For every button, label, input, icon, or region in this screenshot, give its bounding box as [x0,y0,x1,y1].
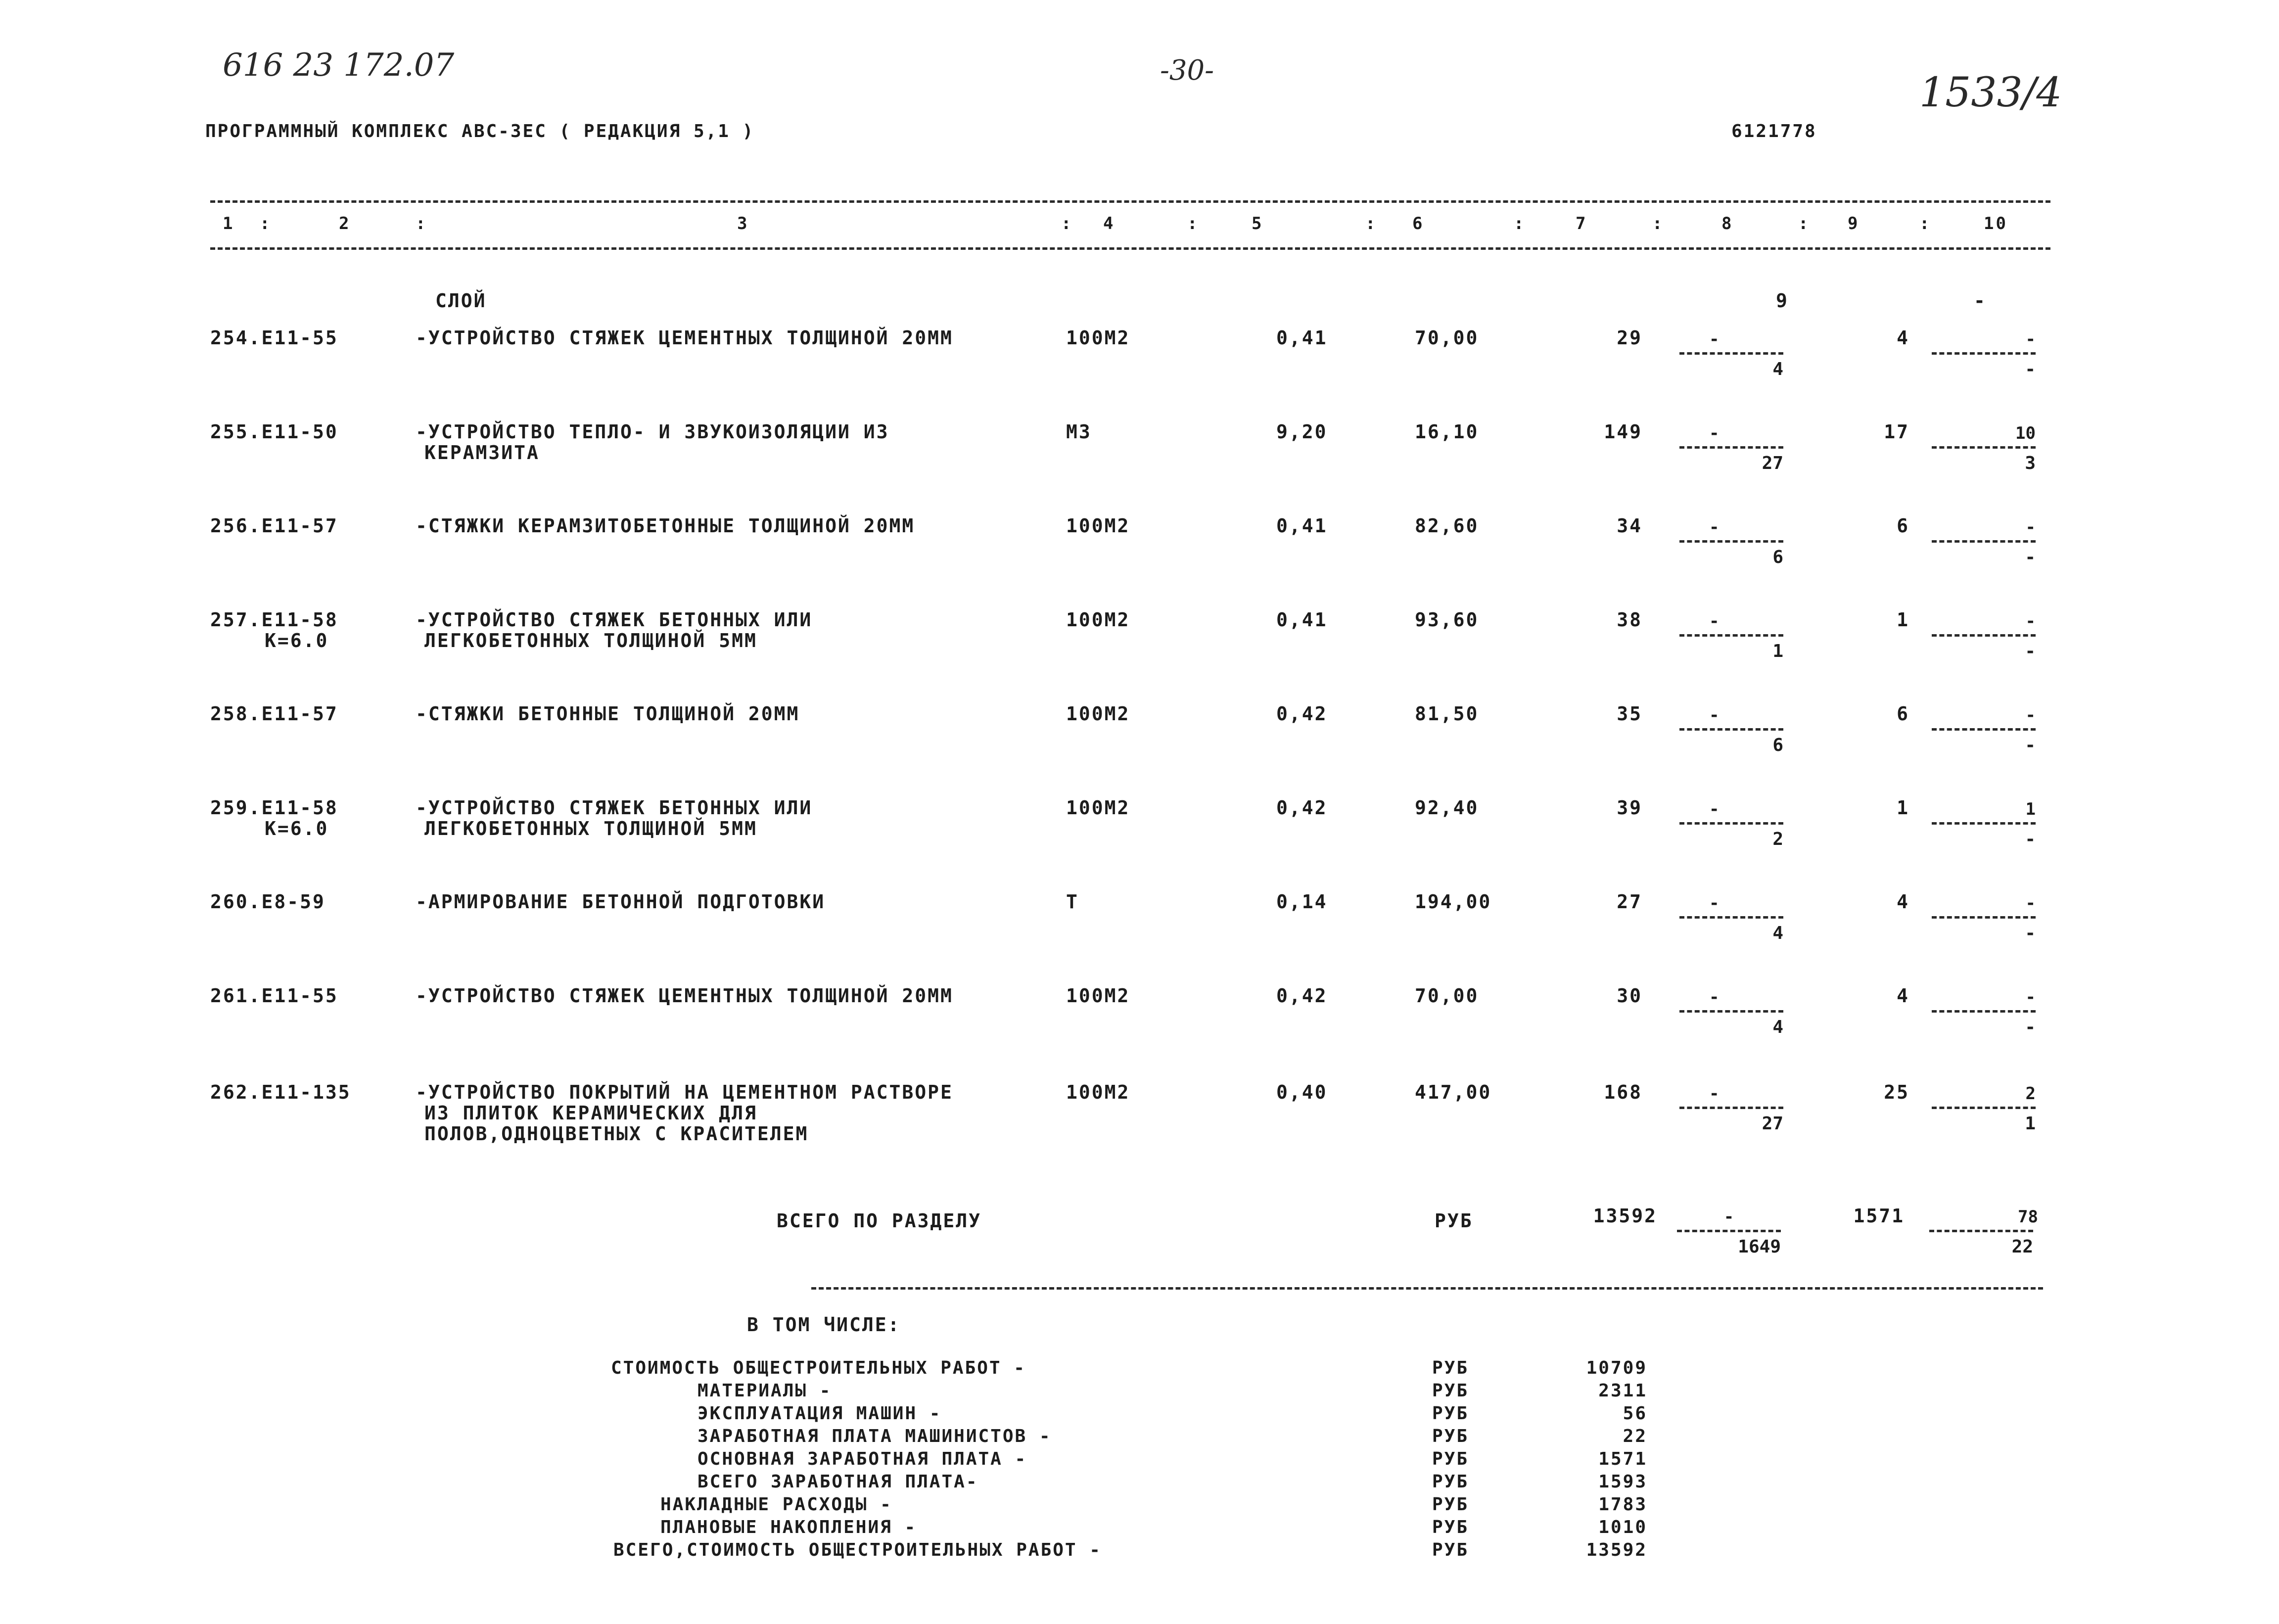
program-title: ПРОГРАММНЫЙ КОМПЛЕКС АВС-3ЕС ( РЕДАКЦИЯ 5,1 ) [205,121,755,141]
summary-value: 1593 [1598,1472,1647,1492]
row-col8-rule [1679,1107,1783,1109]
row-col10-rule [1932,728,2036,731]
summary-label: СТОИМОСТЬ ОБЩЕСТРОИТЕЛЬНЫХ РАБОТ - [611,1358,1026,1378]
summary-value: 10709 [1586,1358,1647,1378]
summary-value: 22 [1623,1426,1647,1446]
column-header-8: 8 [1721,214,1734,233]
row-col10-rule [1932,1107,2036,1109]
row-description: ИЗ ПЛИТОК КЕРАМИЧЕСКИХ ДЛЯ [424,1102,757,1124]
header-top-rule [210,200,2050,203]
including-label: В ТОМ ЧИСЛЕ: [747,1314,901,1336]
row-code: 260.Е8-59 [210,891,326,913]
row-col9: 1 [1897,797,1909,819]
summary-label: ЭКСПЛУАТАЦИЯ МАШИН - [698,1403,942,1424]
row-col8-rule [1679,916,1783,919]
row-unit-price: 81,50 [1415,703,1479,725]
row-col8-rule [1679,822,1783,825]
row-description: ЛЕГКОБЕТОННЫХ ТОЛЩИНОЙ 5ММ [424,818,757,839]
header-bottom-rule [210,247,2050,250]
row-col9: 6 [1897,515,1909,537]
summary-unit: РУБ [1432,1472,1469,1492]
column-separator: : [1798,214,1811,233]
column-separator: : [1187,214,1200,233]
section-total-unit: РУБ [1435,1210,1473,1232]
section-col8: 9 [1776,290,1789,312]
row-col9: 1 [1897,609,1909,631]
row-unit: 100М2 [1066,985,1130,1007]
handwritten-note-right: 1533/4 [1919,69,2062,116]
row-unit: М3 [1066,421,1092,443]
row-description: -УСТРОЙСТВО СТЯЖЕК ЦЕМЕНТНЫХ ТОЛЩИНОЙ 20ММ [416,985,953,1007]
summary-value: 1783 [1598,1494,1647,1515]
row-col8-bottom: 6 [1772,547,1783,567]
row-description: КЕРАМЗИТА [424,442,540,464]
row-col10-fraction [1927,705,2041,755]
row-description: -УСТРОЙСТВО СТЯЖЕК ЦЕМЕНТНЫХ ТОЛЩИНОЙ 20ММ [416,327,953,349]
summary-label: ОСНОВНАЯ ЗАРАБОТНАЯ ПЛАТА - [698,1449,1027,1469]
row-col8-fraction [1674,1084,1788,1133]
row-col10-bottom: - [2025,641,2036,661]
row-code: 261.Е11-55 [210,985,338,1007]
row-col10-bottom: - [2025,735,2036,755]
row-quantity: 0,41 [1276,515,1328,537]
column-separator: : [416,214,428,233]
row-total: 39 [1617,797,1642,819]
row-description: -УСТРОЙСТВО ПОКРЫТИЙ НА ЦЕМЕНТНОМ РАСТВОРЕ [416,1081,953,1103]
row-col8-rule [1679,1010,1783,1013]
row-col10-bottom: - [2025,359,2036,379]
row-col10-rule [1932,352,2036,355]
column-separator: : [1061,214,1073,233]
row-quantity: 0,42 [1276,985,1328,1007]
row-col8-fraction [1674,799,1788,849]
row-col8-top: - [1709,799,1720,819]
row-col10-top: - [2025,893,2036,913]
row-col10-top: - [2025,517,2036,537]
row-coefficient: К=6.0 [265,630,329,651]
summary-label: МАТЕРИАЛЫ - [698,1381,832,1401]
summary-value: 1571 [1598,1449,1647,1469]
column-header-7: 7 [1576,214,1588,233]
row-total: 35 [1617,703,1642,725]
row-description: -УСТРОЙСТВО СТЯЖЕК БЕТОННЫХ ИЛИ [416,609,813,631]
row-col10-fraction [1927,329,2041,379]
row-col10-top: - [2025,987,2036,1007]
row-col10-rule [1932,916,2036,919]
row-col10-top: - [2025,611,2036,631]
section-total-col9: 1571 [1853,1205,1905,1227]
row-description: ЛЕГКОБЕТОННЫХ ТОЛЩИНОЙ 5ММ [424,630,757,651]
row-col10-top: - [2025,705,2036,725]
row-unit-price: 93,60 [1415,609,1479,631]
row-col8-rule [1679,446,1783,449]
column-header-10: 10 [1984,214,2008,233]
row-col8-rule [1679,634,1783,637]
row-code: 259.Е11-58 [210,797,338,819]
summary-value: 13592 [1586,1540,1647,1560]
row-total: 168 [1604,1081,1642,1103]
row-col8-bottom: 2 [1772,829,1783,849]
row-code: 254.Е11-55 [210,327,338,349]
section-total-value: 13592 [1593,1205,1657,1227]
row-col10-rule [1932,634,2036,637]
row-unit-price: 417,00 [1415,1081,1492,1103]
column-header-9: 9 [1848,214,1860,233]
summary-value: 56 [1623,1403,1647,1424]
row-unit-price: 70,00 [1415,327,1479,349]
row-col8-fraction [1674,987,1788,1037]
row-col8-top: - [1709,987,1720,1007]
row-col8-rule [1679,728,1783,731]
row-col10-bottom: - [2025,923,2036,943]
summary-label: НАКЛАДНЫЕ РАСХОДЫ - [660,1494,892,1515]
row-quantity: 0,42 [1276,797,1328,819]
row-coefficient: К=6.0 [265,818,329,839]
row-col8-fraction [1674,329,1788,379]
row-unit: 100М2 [1066,515,1130,537]
row-unit-price: 82,60 [1415,515,1479,537]
row-quantity: 9,20 [1276,421,1328,443]
row-col8-top: - [1709,611,1720,631]
summary-unit: РУБ [1432,1403,1469,1424]
row-code: 257.Е11-58 [210,609,338,631]
row-col8-bottom: 4 [1772,359,1783,379]
summary-unit: РУБ [1432,1381,1469,1401]
row-col8-fraction [1674,893,1788,943]
section-label: СЛОЙ [435,290,487,312]
column-separator: : [1919,214,1932,233]
summary-label: ПЛАНОВЫЕ НАКОПЛЕНИЯ - [660,1517,917,1537]
row-col8-rule [1679,352,1783,355]
row-col10-bottom: - [2025,1017,2036,1037]
row-unit: Т [1066,891,1079,913]
column-header-2: 2 [339,214,351,233]
row-description: -АРМИРОВАНИЕ БЕТОННОЙ ПОДГОТОВКИ [416,891,826,913]
row-col10-fraction [1927,799,2041,849]
row-unit-price: 16,10 [1415,421,1479,443]
summary-unit: РУБ [1432,1426,1469,1446]
summary-value: 2311 [1598,1381,1647,1401]
row-col8-rule [1679,540,1783,543]
row-col9: 25 [1884,1081,1909,1103]
row-total: 29 [1617,327,1642,349]
summary-value: 1010 [1598,1517,1647,1537]
summary-unit: РУБ [1432,1517,1469,1537]
row-quantity: 0,40 [1276,1081,1328,1103]
row-code: 262.Е11-135 [210,1081,351,1103]
row-col10-bottom: 1 [2025,1114,2036,1134]
row-unit-price: 92,40 [1415,797,1479,819]
summary-label: ЗАРАБОТНАЯ ПЛАТА МАШИНИСТОВ - [698,1426,1052,1446]
section-col10: - [1974,290,1987,312]
row-col10-fraction [1927,893,2041,943]
row-total: 149 [1604,421,1642,443]
row-col10-bottom: - [2025,547,2036,567]
row-unit-price: 70,00 [1415,985,1479,1007]
row-col9: 6 [1897,703,1909,725]
row-col9: 4 [1897,891,1909,913]
row-description: -СТЯЖКИ КЕРАМЗИТОБЕТОННЫЕ ТОЛЩИНОЙ 20ММ [416,515,915,537]
row-col8-top: - [1709,517,1720,537]
row-col10-top: 1 [2025,799,2036,819]
handwritten-note-left: 616 23 172.07 [223,47,455,84]
row-col10-fraction [1927,1084,2041,1133]
column-separator: : [1652,214,1665,233]
row-col8-bottom: 27 [1762,1114,1783,1134]
row-col9: 4 [1897,985,1909,1007]
summary-unit: РУБ [1432,1449,1469,1469]
row-col8-top: - [1709,329,1720,349]
row-unit: 100М2 [1066,327,1130,349]
row-col10-bottom: - [2025,829,2036,849]
row-unit-price: 194,00 [1415,891,1492,913]
column-header-5: 5 [1252,214,1264,233]
row-total: 34 [1617,515,1642,537]
row-col10-top: - [2025,329,2036,349]
row-total: 30 [1617,985,1642,1007]
document-number: 6121778 [1731,121,1817,141]
row-col8-top: - [1709,705,1720,725]
row-col8-bottom: 27 [1762,453,1783,473]
row-description: -СТЯЖКИ БЕТОННЫЕ ТОЛЩИНОЙ 20ММ [416,703,800,725]
row-col8-bottom: 4 [1772,923,1783,943]
row-quantity: 0,42 [1276,703,1328,725]
row-col8-top: - [1709,1084,1720,1104]
summary-label: ВСЕГО,СТОИМОСТЬ ОБЩЕСТРОИТЕЛЬНЫХ РАБОТ - [613,1540,1102,1560]
row-col8-fraction [1674,705,1788,755]
row-col8-bottom: 6 [1772,735,1783,755]
row-col8-bottom: 4 [1772,1017,1783,1037]
column-header-1: 1 [223,214,235,233]
row-col10-rule [1932,446,2036,449]
row-total: 27 [1617,891,1642,913]
row-unit: 100М2 [1066,797,1130,819]
column-separator: : [260,214,272,233]
row-col10-fraction [1927,987,2041,1037]
summary-unit: РУБ [1432,1358,1469,1378]
row-col8-top: - [1709,893,1720,913]
row-description: -УСТРОЙСТВО СТЯЖЕК БЕТОННЫХ ИЛИ [416,797,813,819]
row-col8-fraction [1674,611,1788,661]
row-quantity: 0,41 [1276,609,1328,631]
row-col10-fraction [1927,423,2041,473]
section-total-col8: - 1649 [1672,1207,1786,1256]
row-unit: 100М2 [1066,1081,1130,1103]
row-quantity: 0,41 [1276,327,1328,349]
summary-unit: РУБ [1432,1540,1469,1560]
row-unit: 100М2 [1066,703,1130,725]
summary-unit: РУБ [1432,1494,1469,1515]
row-col8-bottom: 1 [1772,641,1783,661]
row-description: -УСТРОЙСТВО ТЕПЛО- И ЗВУКОИЗОЛЯЦИИ ИЗ [416,421,889,443]
row-col10-top: 10 [2015,423,2036,443]
row-col10-bottom: 3 [2025,453,2036,473]
row-col8-fraction [1674,517,1788,567]
row-col10-fraction [1927,517,2041,567]
row-col10-rule [1932,822,2036,825]
section-total-label: ВСЕГО ПО РАЗДЕЛУ [777,1210,982,1232]
row-quantity: 0,14 [1276,891,1328,913]
section-total-col10: 78 22 [1924,1207,2038,1256]
row-unit: 100М2 [1066,609,1130,631]
row-col8-fraction [1674,423,1788,473]
row-col10-top: 2 [2025,1084,2036,1104]
summary-label: ВСЕГО ЗАРАБОТНАЯ ПЛАТА- [698,1472,978,1492]
row-code: 256.Е11-57 [210,515,338,537]
row-code: 258.Е11-57 [210,703,338,725]
column-separator: : [1365,214,1378,233]
row-col10-rule [1932,540,2036,543]
row-col10-fraction [1927,611,2041,661]
row-description: ПОЛОВ,ОДНОЦВЕТНЫХ С КРАСИТЕЛЕМ [424,1123,809,1145]
row-total: 38 [1617,609,1642,631]
column-header-6: 6 [1412,214,1425,233]
total-rule [811,1287,2043,1290]
page-number: -30- [1160,54,1214,87]
column-header-4: 4 [1103,214,1116,233]
row-col9: 4 [1897,327,1909,349]
column-separator: : [1514,214,1526,233]
row-col9: 17 [1884,421,1909,443]
row-col8-top: - [1709,423,1720,443]
row-code: 255.Е11-50 [210,421,338,443]
row-col10-rule [1932,1010,2036,1013]
column-header-3: 3 [737,214,749,233]
